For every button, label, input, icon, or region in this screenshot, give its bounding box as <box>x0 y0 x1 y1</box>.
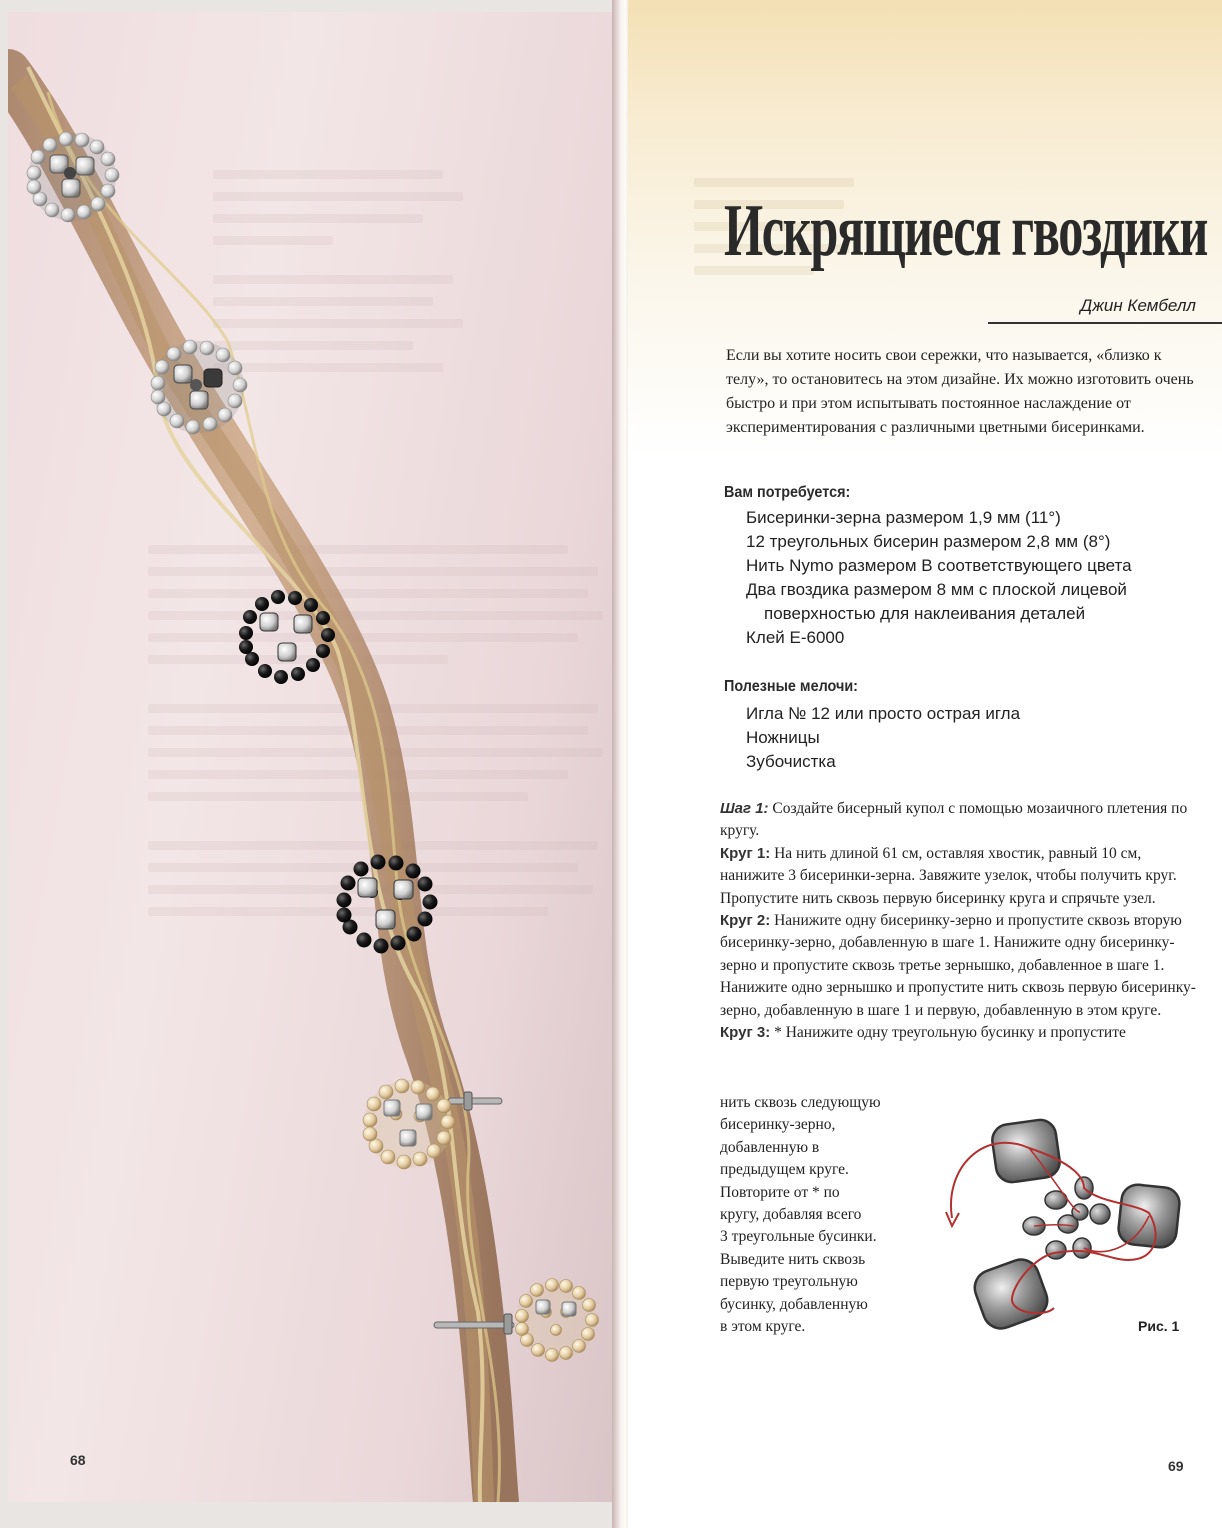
round-text: На нить длиной 61 см, оставляя хвостик, равный 10 см, нанижите 3 бисеринки-зерна. Завяжите узелок, чтобы получить круг. Пропустите нить сквозь первую бисеринку круга и спрячьте узел. <box>720 844 1177 907</box>
seed-bead <box>1073 1238 1091 1258</box>
page-number-left: 68 <box>70 1452 86 1468</box>
triangle-bead <box>970 1255 1053 1334</box>
earring-gold-1 <box>363 1079 502 1169</box>
text-line: в этом круге. <box>720 1318 806 1336</box>
step-1 <box>720 798 1200 843</box>
list-item: Клей E-6000 <box>746 628 845 647</box>
author-rule <box>988 322 1222 324</box>
seed-bead <box>1090 1204 1110 1224</box>
text-line: бисеринку-зерно, <box>720 1116 836 1134</box>
text-line: Выведите нить сквозь <box>720 1250 866 1268</box>
round-1 <box>720 843 1200 910</box>
step-text: Создайте бисерный купол с помощью мозаичного плетения по кругу. <box>720 800 1188 840</box>
instructions <box>720 798 1200 1044</box>
round-text: * Нанижите одну треугольную бусинку и пропустите <box>770 1024 1126 1042</box>
materials-heading: Вам потребуется: <box>724 484 851 501</box>
round-label: Круг 3: <box>720 1024 771 1042</box>
text-line: кругу, добавляя всего <box>720 1206 862 1224</box>
triangle-bead <box>990 1118 1061 1184</box>
seed-bead <box>1046 1241 1066 1259</box>
tools-heading: Полезные мелочи: <box>724 678 858 695</box>
round-2 <box>720 910 1200 1022</box>
author-block <box>988 296 1222 328</box>
text-line: первую треугольную <box>720 1273 858 1291</box>
list-item: поверхностью для наклеивания деталей <box>764 604 1086 623</box>
right-page <box>628 0 1222 1528</box>
round-label: Круг 2: <box>720 912 771 930</box>
ribbon <box>8 72 496 1502</box>
list-item: 12 треугольных бисерин размером 2,8 мм (8°) <box>746 532 1111 551</box>
step-label: Шаг 1: <box>720 800 769 817</box>
arrow-icon <box>946 1212 959 1226</box>
list-item: Ножницы <box>746 728 820 747</box>
list-item: Зубочистка <box>746 752 836 771</box>
materials-list <box>746 506 1132 650</box>
left-page <box>8 12 616 1502</box>
figure-caption: Рис. 1 <box>1138 1318 1180 1334</box>
beading-diagram <box>934 1108 1194 1344</box>
earrings-photo <box>8 12 616 1502</box>
page-number-right: 69 <box>1168 1458 1184 1474</box>
intro-paragraph <box>726 344 1196 440</box>
round-3-continued <box>720 1092 920 1338</box>
text-line: Повторите от * по <box>720 1183 840 1201</box>
text-line: бусинку, добавленную <box>720 1295 868 1313</box>
list-item: Бисеринки-зерна размером 1,9 мм (11°) <box>746 508 1061 527</box>
author-name: Джин Кембелл <box>1080 296 1196 315</box>
tools-list <box>746 702 1020 774</box>
article-title: Искрящиеся гвоздики <box>724 190 1207 272</box>
intro-text: Если вы хотите носить свои сережки, что называется, «близко к телу», то остановитесь на этом дизайне. Их можно изготовить очень быстро и при этом испытывать постоянное наслаждение от экспериментирования с различными цветными бисеринками. <box>726 347 1194 436</box>
round-3 <box>720 1022 1200 1044</box>
text-line: предыдущем круге. <box>720 1161 849 1179</box>
list-item: Игла № 12 или просто острая игла <box>746 704 1021 723</box>
text-line: добавленную в <box>720 1138 820 1156</box>
text-line: нить сквозь следующую <box>720 1094 881 1111</box>
round-label: Круг 1: <box>720 844 771 862</box>
list-item: Два гвоздика размером 8 мм с плоской лицевой <box>746 580 1127 599</box>
text-line: 3 треугольные бусинки. <box>720 1228 877 1246</box>
list-item: Нить Nymo размером B соответствующего цвета <box>746 556 1132 575</box>
round-text: Нанижите одну бисеринку-зерно и пропустите сквозь вторую бисеринку-зерно, добавленную в шаге 1. Нанижите одну бисеринку-зерно и пропустите сквозь третье зернышко, добавленное в шаге 1. Нанижите одно зернышко и пропустите нить сквозь первую бисеринку-зерно, добавленную в шаге 1 и первую, добавленную в этом круге. <box>720 912 1196 1019</box>
